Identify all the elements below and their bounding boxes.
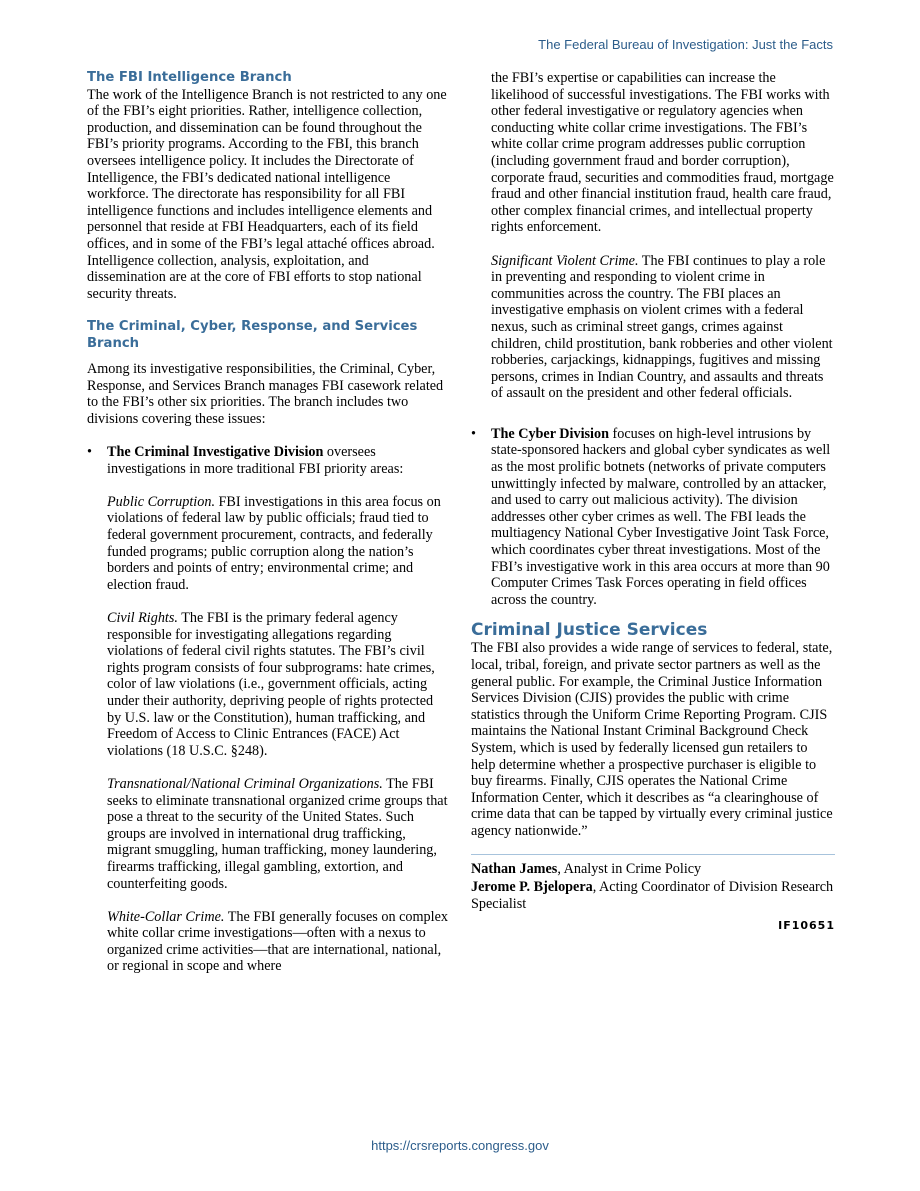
author1-role: , Analyst in Crime Policy	[557, 860, 702, 877]
white-collar-text: The FBI generally focuses on complex white collar crime investigations—often with a nexus to organized crime activities—that are international, national, or regional in scope and where	[107, 908, 448, 975]
author-jerome-bjelopera	[471, 879, 835, 912]
cyber-division-paragraph	[491, 426, 835, 609]
ccrs-branch-paragraph: Among its investigative responsibilities, the Criminal, Cyber, Response, and Services Branch manages FBI casework related to the FBI’s other six priorities. The branch includes two divisions covering these issues:	[87, 361, 444, 427]
transnational-paragraph	[107, 776, 449, 892]
public-corruption-text: FBI investigations in this area focus on violations of federal law by public officials; fraud tied to federal government procurement, contracts, and federally funded programs; public corruption along the nation’s borders and points of entry; environmental crime; and election fraud.	[107, 493, 441, 593]
significant-violent-crime-label: Significant Violent Crime.	[491, 252, 639, 269]
cid-text: oversees investigations in more traditional FBI priority areas:	[107, 444, 404, 477]
ccrs-branch-heading: The Criminal, Cyber, Response, and Services Branch	[87, 318, 418, 351]
cyber-division-title: The Cyber Division	[491, 425, 609, 442]
significant-violent-crime-paragraph	[491, 253, 835, 402]
white-collar-continuation: the FBI’s expertise or capabilities can increase the likelihood of successful investigations. The FBI works with other federal investigative or regulatory agencies when conducting white collar crime investigations. The FBI’s white collar crime program addresses public corruption (including government fraud and border corruption), corporate fraud, securities and commodities fraud, mortgage fraud and other financial institution fraud, health care fraud, other complex financial crimes, and intellectual property rights enforcement.	[491, 70, 834, 236]
transnational-text: The FBI seeks to eliminate transnational organized crime groups that pose a threat to the security of the United States. Such groups are involved in international drug trafficking, migrant smuggling, human trafficking, money laundering, firearms trafficking, illegal gambling, extortion, and counterfeiting goods.	[107, 775, 448, 892]
cyber-division-item	[471, 426, 835, 609]
bullet-marker: •	[471, 425, 476, 442]
civil-rights-label: Civil Rights.	[107, 610, 178, 626]
criminal-investigative-division-item	[87, 444, 449, 975]
author-nathan-james	[471, 861, 835, 878]
transnational-label: Transnational/National Criminal Organizations.	[107, 775, 383, 792]
cid-title: The Criminal Investigative Division	[107, 444, 324, 461]
criminal-justice-services-paragraph: The FBI also provides a wide range of services to federal, state, local, tribal, foreign, and private sector partners as well as the general public. For example, the Criminal Justice Information Services Division (CJIS) provides the public with crime statistics through the Uniform Crime Reporting Program. CJIS maintains the National Instant Criminal Background Check System, which is used by federally licensed gun retailers to help determine whether a prospective purchaser is eligible to buy firearms. Finally, CJIS operates the National Crime Information Center, which it describes as “a clearinghouse of crime data that can be tapped by virtually every criminal justice agency nationwide.”	[471, 640, 833, 839]
author2-name: Jerome P. Bjelopera	[471, 879, 593, 896]
significant-violent-crime-text: The FBI continues to play a role in preventing and responding to violent crime in communities across the country. The FBI places an investigative emphasis on violent crimes with a federal nexus, such as criminal street gangs, crimes against children, child prostitution, bank robberies and other violent robberies, carjackings, kidnappings, fugitives and missing persons, crimes in Indian Country, and assaults and threats of assault on the president and other federal officials.	[491, 252, 833, 402]
report-id: IF10651	[778, 919, 835, 933]
left-column	[87, 70, 449, 975]
footer-url-link[interactable]: https://crsreports.congress.gov	[371, 1138, 549, 1153]
intelligence-branch-paragraph: The work of the Intelligence Branch is not restricted to any one of the FBI’s eight priorities. Rather, intelligence collection, production, and dissemination can be found throughout the FBI’s priority programs. According to the FBI, this branch oversees intelligence policy. It includes the Directorate of Intelligence, the FBI’s dedicated national intelligence workforce. The directorate has responsibility for all FBI intelligence functions and includes intelligence elements and personnel that reside at FBI Headquarters, each of its field offices, and in some of the FBI’s legal attaché offices abroad. Intelligence collection, analysis, exploitation, and dissemination are at the core of FBI efforts to stop national security threats.	[87, 86, 447, 302]
white-collar-paragraph	[107, 909, 449, 975]
author1-name: Nathan James	[471, 860, 558, 877]
intelligence-branch-heading: The FBI Intelligence Branch	[87, 70, 292, 85]
cid-intro	[107, 444, 449, 477]
author2-role: , Acting Coordinator of Division Research Specialist	[471, 879, 834, 912]
public-corruption-paragraph	[107, 494, 449, 594]
civil-rights-paragraph	[107, 610, 449, 759]
civil-rights-text: The FBI is the primary federal agency responsible for investigating allegations regarding violations of federal civil rights statutes. The FBI’s civil rights program consists of four subprograms: hate crimes, color of law violations (i.e., government officials, acting under their authority, depriving people of rights protected by U.S. law or the Constitution), human trafficking, and Freedom of Access to Clinic Entrances (FACE) Act violations (18 U.S.C. §248).	[107, 610, 435, 759]
right-column	[471, 70, 835, 935]
criminal-justice-services-heading: Criminal Justice Services	[471, 620, 708, 641]
bullet-marker: •	[87, 444, 92, 461]
public-corruption-label: Public Corruption.	[107, 493, 215, 510]
white-collar-label: White-Collar Crime.	[107, 908, 225, 925]
cyber-division-text: focuses on high-level intrusions by state-sponsored hackers and global cyber syndicates as well as the most prolific botnets (networks of private computers unwittingly infected by malware, controlled by an attacker, and used to carry out malicious activity). The division addresses other cyber crimes as well. The FBI leads the multiagency National Cyber Investigative Joint Task Force, which coordinates cyber threat investigations. Most of the FBI’s investigative work in this area occurs at more than 90 Computer Crimes Task Forces operating in field offices across the country.	[491, 425, 831, 608]
running-header: The Federal Bureau of Investigation: Just the Facts	[538, 37, 833, 52]
